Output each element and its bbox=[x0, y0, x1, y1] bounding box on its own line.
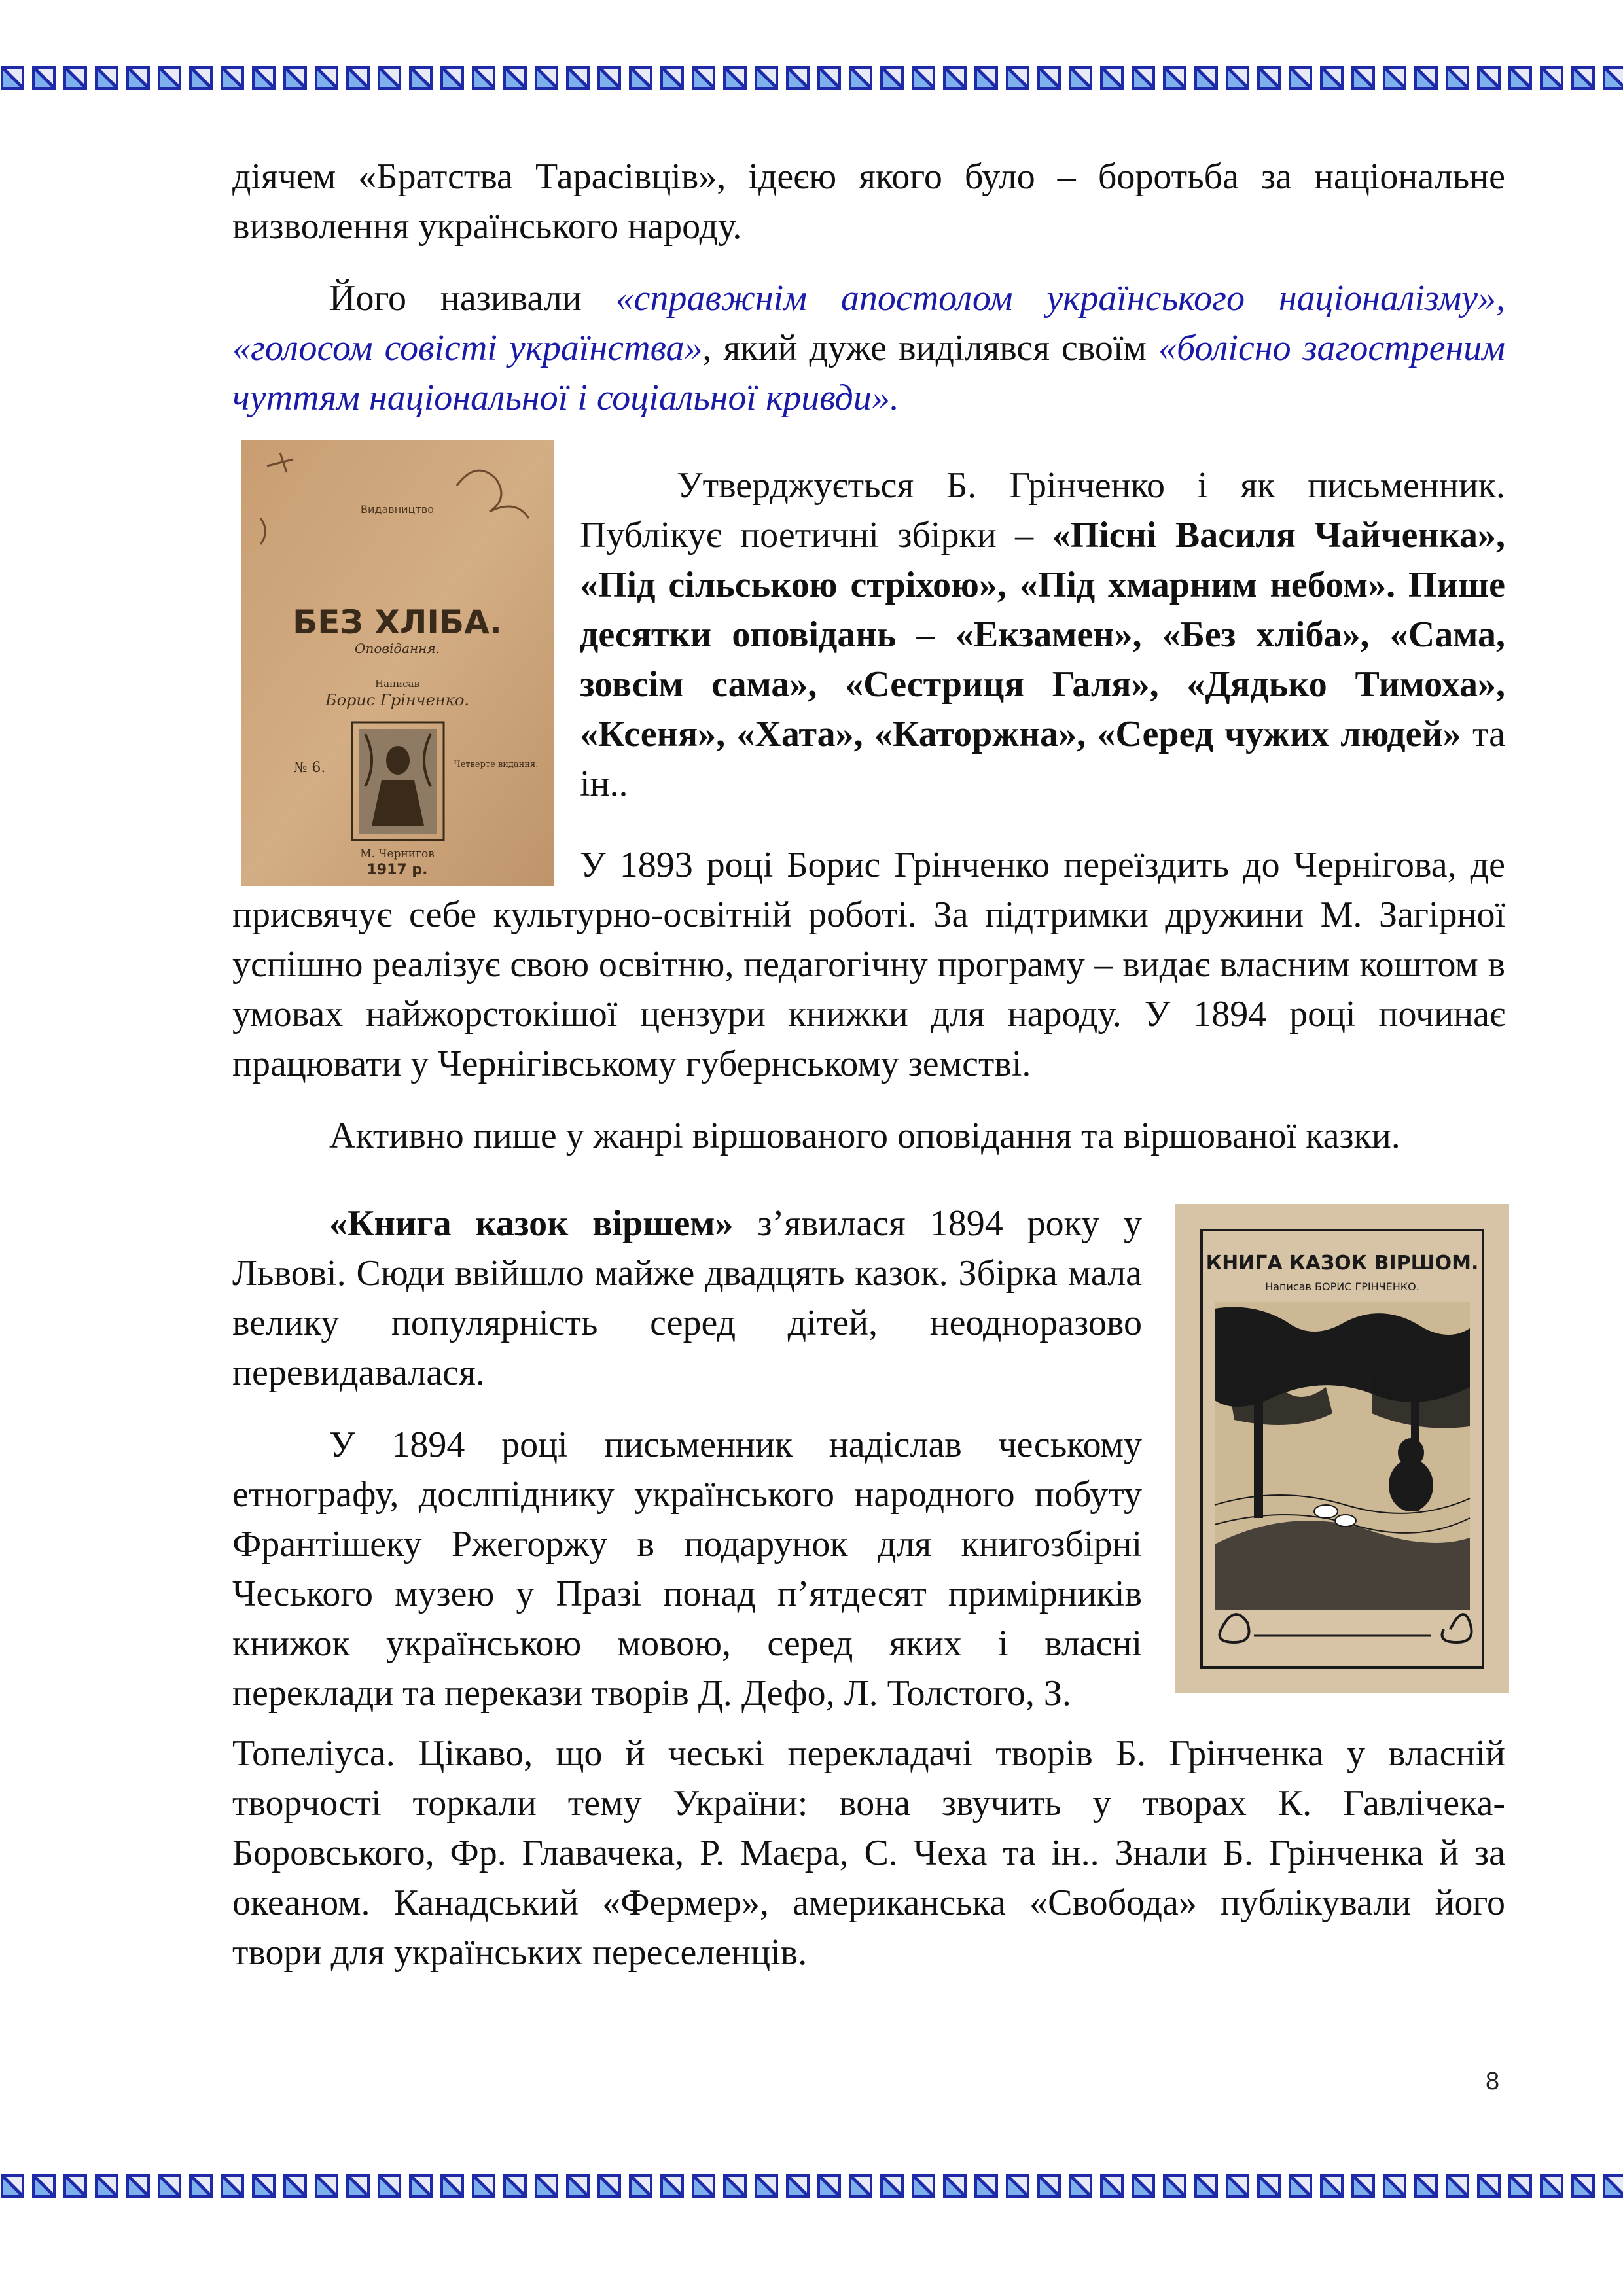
diagonal-square-icon bbox=[63, 65, 88, 90]
paragraph-7-end: Топеліуса. Цікаво, що й чеські перекладачі творів Б. Грінченка у власній творчості торкали тему України: вона звучить у творах К. Гавлічека-Боровського, Фр. Главачека, Р. Маєра, С. Чеха та ін.. Знали Б. Грінченка й за океаном. Канадський «Фермер», американська «Свобода» публікували його твори для українських переселенців. bbox=[232, 1733, 1505, 1973]
book1-wrote: Написав bbox=[375, 678, 419, 690]
diagonal-square-icon bbox=[534, 2174, 559, 2199]
body-text-bottom bbox=[232, 1729, 1505, 1977]
diagonal-square-icon bbox=[911, 65, 936, 90]
diagonal-square-icon bbox=[94, 65, 119, 90]
diagonal-square-icon bbox=[1351, 65, 1376, 90]
diagonal-square-icon bbox=[503, 65, 527, 90]
diagonal-square-icon bbox=[817, 2174, 842, 2199]
diagonal-square-icon bbox=[754, 65, 779, 90]
paragraph-6 bbox=[232, 1199, 1142, 1398]
diagonal-square-icon bbox=[157, 65, 182, 90]
diagonal-square-icon bbox=[1257, 65, 1281, 90]
book2-title: КНИГА КАЗОК ВІРШОМ. bbox=[1205, 1252, 1479, 1275]
diagonal-square-icon bbox=[785, 65, 810, 90]
p2-text-e: . bbox=[889, 378, 899, 418]
diagonal-square-icon bbox=[1319, 65, 1344, 90]
body-text-book2 bbox=[232, 1199, 1142, 1718]
diagonal-square-icon bbox=[1539, 65, 1564, 90]
diagonal-square-icon bbox=[440, 2174, 465, 2199]
paragraph-1: діячем «Братства Тарасівців», ідеєю якого було – боротьба за національне визволення українського народу. bbox=[232, 156, 1505, 247]
diagonal-square-icon bbox=[157, 2174, 182, 2199]
diagonal-square-icon bbox=[974, 65, 999, 90]
book-cover-1-image bbox=[241, 440, 554, 886]
diagonal-square-icon bbox=[942, 65, 967, 90]
book1-edition: Четверте видання. bbox=[454, 760, 539, 769]
diagonal-square-icon bbox=[848, 2174, 873, 2199]
paragraph-7-start bbox=[232, 1420, 1142, 1718]
diagonal-square-icon bbox=[1476, 2174, 1501, 2199]
diagonal-square-icon bbox=[848, 65, 873, 90]
diagonal-square-icon bbox=[1414, 65, 1438, 90]
diagonal-square-icon bbox=[597, 2174, 622, 2199]
body-text-middle bbox=[232, 840, 1505, 1161]
diagonal-square-icon bbox=[1382, 65, 1407, 90]
diagonal-square-icon bbox=[1571, 2174, 1596, 2199]
diagonal-square-icon bbox=[251, 65, 276, 90]
diagonal-square-icon bbox=[408, 2174, 433, 2199]
diagonal-square-icon bbox=[1005, 65, 1030, 90]
diagonal-square-icon bbox=[283, 65, 308, 90]
diagonal-square-icon bbox=[1508, 65, 1533, 90]
diagonal-square-icon bbox=[1068, 2174, 1093, 2199]
diagonal-square-icon bbox=[722, 2174, 747, 2199]
paragraph-5: Активно пише у жанрі віршованого оповідання та віршованої казки. bbox=[329, 1116, 1400, 1156]
book-cover-2-image bbox=[1175, 1204, 1509, 1693]
diagonal-square-icon bbox=[1508, 2174, 1533, 2199]
diagonal-square-icon bbox=[1037, 2174, 1061, 2199]
diagonal-square-icon bbox=[1225, 65, 1250, 90]
diagonal-square-icon bbox=[314, 65, 339, 90]
diagonal-square-icon bbox=[628, 65, 653, 90]
diagonal-square-icon bbox=[346, 2174, 370, 2199]
diagonal-square-icon bbox=[1194, 2174, 1219, 2199]
book1-city: М. Чернигов bbox=[360, 847, 435, 860]
diagonal-square-icon bbox=[0, 65, 25, 90]
diagonal-square-icon bbox=[1131, 2174, 1156, 2199]
diagonal-square-icon bbox=[1257, 2174, 1281, 2199]
diagonal-square-icon bbox=[691, 65, 716, 90]
diagonal-square-icon bbox=[31, 65, 56, 90]
diagonal-square-icon bbox=[503, 2174, 527, 2199]
publisher-mark: Видавництво bbox=[361, 503, 434, 516]
diagonal-square-icon bbox=[377, 2174, 402, 2199]
diagonal-square-icon bbox=[188, 2174, 213, 2199]
p6-text: з’явилася 1894 року у Львові. Сюди ввійшло майже двадцять казок. Збірка мала велику популярність серед дітей, неодноразово перевидавалася. bbox=[232, 1203, 1142, 1393]
book1-author: Борис Грінченко. bbox=[325, 691, 470, 709]
diagonal-square-icon bbox=[314, 2174, 339, 2199]
diagonal-square-icon bbox=[471, 2174, 496, 2199]
p2-quote-2: «болісно загостреним чуттям національної і соціальної кривди» bbox=[232, 328, 1506, 418]
diagonal-square-icon bbox=[1288, 65, 1313, 90]
diagonal-square-icon bbox=[911, 2174, 936, 2199]
p2-quote-1: «справжнім апостолом українського націоналізму», «голосом совісті українства» bbox=[232, 278, 1505, 368]
diagonal-square-icon bbox=[31, 2174, 56, 2199]
diagonal-square-icon bbox=[660, 65, 685, 90]
diagonal-square-icon bbox=[942, 2174, 967, 2199]
diagonal-square-icon bbox=[660, 2174, 685, 2199]
body-text-book1 bbox=[580, 461, 1505, 809]
diagonal-square-icon bbox=[722, 65, 747, 90]
diagonal-square-icon bbox=[691, 2174, 716, 2199]
body-text-top bbox=[232, 152, 1505, 423]
p3-text-c: та ін.. bbox=[580, 714, 1505, 804]
top-border bbox=[0, 65, 1623, 92]
diagonal-square-icon bbox=[1005, 2174, 1030, 2199]
diagonal-square-icon bbox=[1445, 2174, 1470, 2199]
diagonal-square-icon bbox=[346, 65, 370, 90]
book1-title: БЕЗ ХЛІБА. bbox=[293, 603, 502, 641]
diagonal-square-icon bbox=[1602, 2174, 1623, 2199]
diagonal-square-icon bbox=[1539, 2174, 1564, 2199]
diagonal-square-icon bbox=[1225, 2174, 1250, 2199]
p2-text-c: , який дуже виділявся своїм bbox=[702, 328, 1158, 368]
diagonal-square-icon bbox=[471, 65, 496, 90]
diagonal-square-icon bbox=[1288, 2174, 1313, 2199]
diagonal-square-icon bbox=[1602, 65, 1623, 90]
diagonal-square-icon bbox=[220, 2174, 245, 2199]
paragraph-4: У 1893 році Борис Грінченко переїздить до Чернігова, де присвячує себе культурно-освітній роботі. За підтримки дружини М. Загірної успішно реалізує свою освітню, педагогічну програму – видає власним коштом в умовах найжорстокішої цензури книжки для народу. У 1894 році починає працювати у Чернігівському губернському земстві. bbox=[232, 845, 1505, 1084]
book2-author: Написав БОРИС ГРІНЧЕНКО. bbox=[1265, 1280, 1419, 1293]
diagonal-square-icon bbox=[1445, 65, 1470, 90]
book1-number: № 6. bbox=[293, 760, 326, 776]
diagonal-square-icon bbox=[597, 65, 622, 90]
diagonal-square-icon bbox=[974, 2174, 999, 2199]
diagonal-square-icon bbox=[94, 2174, 119, 2199]
diagonal-square-icon bbox=[0, 2174, 25, 2199]
page-number: 8 bbox=[1486, 2068, 1500, 2095]
book1-year: 1917 р. bbox=[366, 862, 428, 878]
diagonal-square-icon bbox=[1037, 65, 1061, 90]
diagonal-square-icon bbox=[880, 65, 904, 90]
diagonal-square-icon bbox=[188, 65, 213, 90]
diagonal-square-icon bbox=[283, 2174, 308, 2199]
diagonal-square-icon bbox=[1414, 2174, 1438, 2199]
paragraph-2 bbox=[232, 274, 1505, 423]
diagonal-square-icon bbox=[1476, 65, 1501, 90]
bottom-border bbox=[0, 2174, 1623, 2200]
book-cover-knyha-kazok bbox=[1175, 1204, 1509, 1693]
diagonal-square-icon bbox=[565, 65, 590, 90]
diagonal-square-icon bbox=[1319, 2174, 1344, 2199]
diagonal-square-icon bbox=[126, 2174, 151, 2199]
diagonal-square-icon bbox=[880, 2174, 904, 2199]
diagonal-square-icon bbox=[1382, 2174, 1407, 2199]
paragraph-3 bbox=[580, 461, 1505, 809]
diagonal-square-icon bbox=[565, 2174, 590, 2199]
diagonal-square-icon bbox=[440, 65, 465, 90]
diagonal-square-icon bbox=[377, 65, 402, 90]
diagonal-square-icon bbox=[1162, 2174, 1187, 2199]
p6-title: «Книга казок віршем» bbox=[329, 1203, 734, 1244]
diagonal-square-icon bbox=[534, 65, 559, 90]
diagonal-square-icon bbox=[817, 65, 842, 90]
diagonal-square-icon bbox=[126, 65, 151, 90]
p3-titles: «Пісні Василя Чайченка», «Під сільською стріхою», «Під хмарним небом». Пише десятки оповідань – «Екзамен», «Без хліба», «Сама, зовсім сама», «Сестриця Галя», «Дядько Тимоха», «Ксеня», «Хата», «Каторжна», «Серед чужих людей» bbox=[580, 515, 1506, 754]
diagonal-square-icon bbox=[1571, 65, 1596, 90]
diagonal-square-icon bbox=[251, 2174, 276, 2199]
diagonal-square-icon bbox=[628, 2174, 653, 2199]
diagonal-square-icon bbox=[1131, 65, 1156, 90]
diagonal-square-icon bbox=[1099, 65, 1124, 90]
diagonal-square-icon bbox=[1068, 65, 1093, 90]
p7-text-a: У 1894 році письменник надіслав чеському етнографу, дослпіднику українського народного побуту Франтішеку Ржегоржу в подарунок для книгозбірні Чеського музею у Празі понад п’ятдесят примірників книжок українською мовою, серед яких і власні переклади та перекази творів Д. Дефо, Л. Толстого, З. bbox=[232, 1424, 1142, 1714]
diagonal-square-icon bbox=[1351, 2174, 1376, 2199]
diagonal-square-icon bbox=[785, 2174, 810, 2199]
diagonal-square-icon bbox=[754, 2174, 779, 2199]
diagonal-square-icon bbox=[63, 2174, 88, 2199]
diagonal-square-icon bbox=[1099, 2174, 1124, 2199]
diagonal-square-icon bbox=[1162, 65, 1187, 90]
p3-text-a: Утверджується Б. Грінченко і як письменник. Публікує поетичні збірки – bbox=[580, 465, 1505, 556]
book1-subtitle: Оповідання. bbox=[355, 641, 440, 656]
p2-text-a: Його називали bbox=[329, 278, 616, 319]
book-cover-bez-khliba bbox=[241, 440, 554, 886]
diagonal-square-icon bbox=[1194, 65, 1219, 90]
diagonal-square-icon bbox=[408, 65, 433, 90]
diagonal-square-icon bbox=[220, 65, 245, 90]
